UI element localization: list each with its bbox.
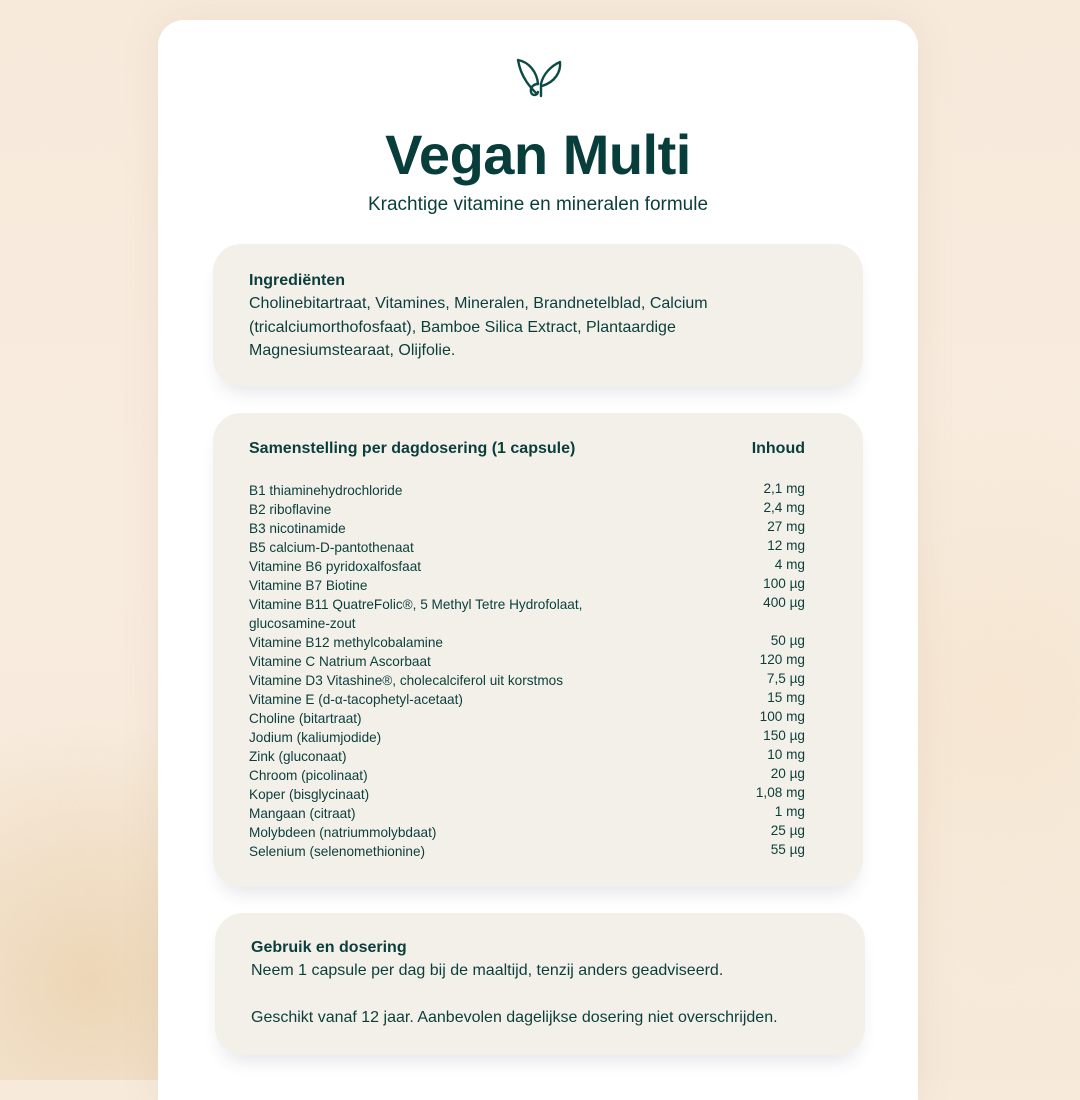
table-row bbox=[249, 519, 805, 538]
nutrient-name: Choline (bitartraat) bbox=[249, 711, 362, 726]
nutrient-name: B3 nicotinamide bbox=[249, 521, 346, 536]
nutrient-amount: 27 mg bbox=[767, 519, 805, 534]
table-row bbox=[249, 652, 805, 671]
nutrient-amount: 20 µg bbox=[770, 766, 805, 781]
table-row bbox=[249, 633, 805, 652]
nutrient-name: Vitamine B12 methylcobalamine bbox=[249, 635, 443, 650]
usage-card bbox=[215, 913, 865, 1055]
nutrient-name: Vitamine B7 Biotine bbox=[249, 578, 368, 593]
nutrient-name: Jodium (kaliumjodide) bbox=[249, 730, 382, 745]
table-row bbox=[249, 785, 805, 804]
nutrient-amount: 150 µg bbox=[763, 728, 805, 743]
ingredients-text: Cholinebitartraat, Vitamines, Mineralen, Brandnetelblad, Calcium (tricalciumorthofosfaat), Bamboe Silica Extract, Plantaardige Magnesiumstearaat, Olijfolie. bbox=[249, 295, 708, 359]
amount-column-heading: Inhoud bbox=[751, 440, 805, 457]
usage-warning: Geschikt vanaf 12 jaar. Aanbevolen dagelijkse dosering niet overschrijden. bbox=[251, 1008, 778, 1026]
nutrient-name: Vitamine E (d-α-tacophetyl-acetaat) bbox=[249, 692, 463, 707]
nutrient-name: Vitamine D3 Vitashine®, cholecalciferol uit korstmos bbox=[249, 673, 564, 688]
nutrient-amount: 25 µg bbox=[770, 823, 805, 838]
nutrient-amount: 100 µg bbox=[763, 576, 805, 591]
table-row bbox=[249, 747, 805, 766]
nutrient-amount: 50 µg bbox=[770, 633, 805, 648]
ingredients-card bbox=[213, 244, 863, 386]
nutrient-name: B1 thiaminehydrochloride bbox=[249, 483, 403, 498]
nutrient-name: Vitamine C Natrium Ascorbaat bbox=[249, 654, 431, 669]
composition-heading: Samenstelling per dagdosering (1 capsule) bbox=[249, 440, 576, 457]
composition-table-header bbox=[249, 439, 805, 459]
nutrient-amount: 12 mg bbox=[767, 538, 805, 553]
table-row bbox=[249, 481, 805, 500]
table-row bbox=[249, 728, 805, 747]
table-row bbox=[249, 690, 805, 709]
nutrient-name: Mangaan (citraat) bbox=[249, 806, 356, 821]
nutrient-amount: 1,08 mg bbox=[755, 785, 805, 800]
paragraph-spacer bbox=[251, 983, 851, 1006]
product-title: Vegan Multi bbox=[385, 123, 691, 186]
nutrient-name: Chroom (picolinaat) bbox=[249, 768, 368, 783]
nutrient-name: B5 calcium-D-pantothenaat bbox=[249, 540, 414, 555]
butterfly-leaf-icon bbox=[515, 54, 565, 100]
composition-table bbox=[249, 481, 805, 861]
nutrient-name: Zink (gluconaat) bbox=[249, 749, 347, 764]
usage-text bbox=[251, 959, 851, 1029]
composition-card bbox=[213, 413, 863, 887]
usage-instruction: Neem 1 capsule per dag bij de maaltijd, tenzij anders geadviseerd. bbox=[251, 962, 724, 979]
table-row bbox=[249, 709, 805, 728]
table-row bbox=[249, 576, 805, 595]
nutrient-amount: 1 mg bbox=[774, 804, 805, 819]
nutrient-name: Vitamine B11 QuatreFolic®, 5 Methyl Tetre Hydrofolaat, glucosamine-zout bbox=[249, 597, 583, 631]
nutrient-amount: 2,1 mg bbox=[763, 481, 805, 496]
table-row bbox=[249, 557, 805, 576]
nutrient-amount: 10 mg bbox=[767, 747, 805, 762]
nutrient-amount: 120 mg bbox=[759, 652, 805, 667]
table-row bbox=[249, 823, 805, 842]
product-sheet bbox=[158, 20, 918, 1100]
table-row bbox=[249, 804, 805, 823]
nutrient-amount: 15 mg bbox=[767, 690, 805, 705]
nutrient-name: Selenium (selenomethionine) bbox=[249, 844, 426, 859]
nutrient-amount: 55 µg bbox=[770, 842, 805, 857]
nutrient-name: Molybdeen (natriummolybdaat) bbox=[249, 825, 437, 840]
table-row bbox=[249, 766, 805, 785]
nutrient-amount: 4 mg bbox=[774, 557, 805, 572]
table-row bbox=[249, 842, 805, 861]
table-row bbox=[249, 500, 805, 519]
nutrient-amount: 100 mg bbox=[759, 709, 805, 724]
nutrient-name: B2 riboflavine bbox=[249, 502, 332, 517]
table-row bbox=[249, 538, 805, 557]
table-row bbox=[249, 595, 805, 633]
nutrient-name: Koper (bisglycinaat) bbox=[249, 787, 370, 802]
table-row bbox=[249, 671, 805, 690]
product-subtitle: Krachtige vitamine en mineralen formule bbox=[367, 194, 709, 215]
nutrient-name: Vitamine B6 pyridoxalfosfaat bbox=[249, 559, 422, 574]
nutrient-amount: 7,5 µg bbox=[766, 671, 805, 686]
usage-heading: Gebruik en dosering bbox=[251, 939, 407, 956]
ingredients-heading: Ingrediënten bbox=[249, 272, 346, 289]
nutrient-amount: 2,4 mg bbox=[763, 500, 805, 515]
nutrient-amount: 400 µg bbox=[763, 595, 805, 610]
